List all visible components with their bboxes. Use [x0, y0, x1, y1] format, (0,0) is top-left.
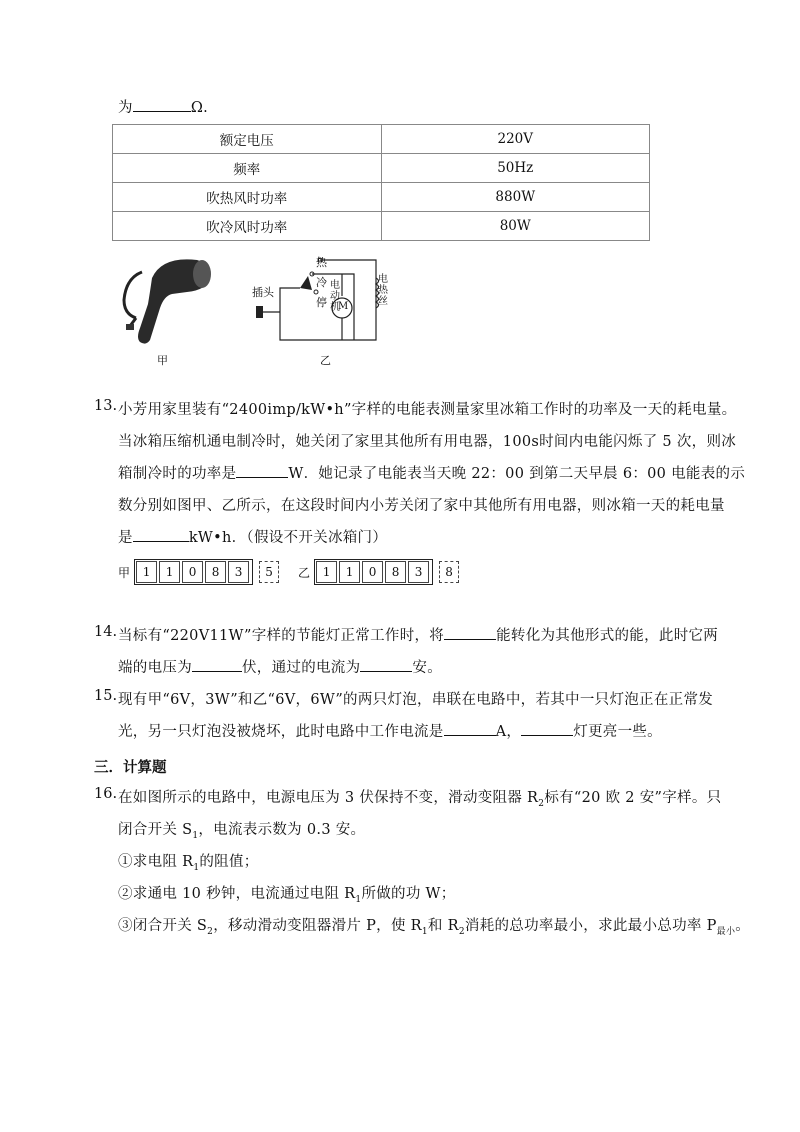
- q16-sub-2: [118, 882, 456, 905]
- meter-digit: 0: [182, 561, 203, 583]
- table-row: [113, 183, 650, 212]
- meter-digits: [134, 559, 253, 585]
- meter-yi: [298, 558, 459, 586]
- meter-digits: [314, 559, 433, 585]
- q15-text: 灯更亮一些。: [573, 724, 662, 740]
- q16-text: 。: [735, 918, 751, 934]
- table-row: [113, 212, 650, 241]
- table-cell-label: 吹冷风时功率: [113, 212, 382, 241]
- subscript: 最小: [716, 926, 736, 937]
- meter-label: 乙: [298, 565, 311, 580]
- q13-line-5: [118, 526, 387, 547]
- q13-text: kW•h．（假设不开关冰箱门）: [188, 530, 388, 546]
- question-number: 14.: [94, 624, 118, 640]
- meter-digit: 3: [228, 561, 249, 583]
- dryer-circuit-figure: [250, 244, 390, 370]
- q16-line-2: [118, 818, 365, 841]
- q16-sub-1: [118, 850, 259, 873]
- subscript: 1: [192, 830, 199, 841]
- meter-digit: 1: [339, 561, 360, 583]
- q16-text: 闭合开关 S: [118, 822, 193, 838]
- meter-decimal-digit: 5: [259, 561, 279, 583]
- meter-digit: 3: [408, 561, 429, 583]
- spec-table: [112, 124, 650, 241]
- meter-digit: 1: [159, 561, 180, 583]
- q14-line-1: [118, 624, 718, 645]
- table-cell-label: 额定电压: [113, 125, 382, 154]
- meter-digit: 1: [136, 561, 157, 583]
- subscript: 1: [355, 894, 362, 905]
- q14-text: 端的电压为: [118, 660, 192, 676]
- q14-text: 能转化为其他形式的能，此时它两: [496, 628, 719, 644]
- meter-digit: 1: [316, 561, 337, 583]
- motor-symbol: M: [338, 301, 349, 312]
- q13-text: 是: [118, 530, 133, 546]
- answer-blank: [444, 721, 496, 736]
- q15-text: A，: [495, 724, 522, 740]
- answer-blank: [360, 657, 412, 672]
- q16-text: ，电流表示数为 0.3 安。: [198, 822, 366, 838]
- q16-text: ，移动滑动变阻器滑片 P，使 R: [213, 918, 422, 934]
- q15-line-2: [118, 720, 662, 741]
- answer-blank: [236, 463, 288, 478]
- q16-text: 的阻值；: [199, 854, 259, 870]
- figure-label-jia: 甲: [157, 354, 168, 367]
- answer-blank: [133, 527, 189, 542]
- plug-label: 插头: [252, 286, 274, 299]
- answer-blank: [192, 657, 242, 672]
- hair-dryer-icon: [112, 248, 222, 348]
- question-number: 15.: [94, 688, 118, 704]
- q15-line-1: 现有甲“6V，3W”和乙“6V，6W”的两只灯泡，串联在电路中，若其中一只灯泡正在正常发: [118, 692, 714, 708]
- intro-unit: Ω.: [190, 100, 209, 116]
- table-cell-value: 220V: [381, 125, 650, 154]
- q14-line-2: [118, 656, 442, 677]
- cold-label: 冷: [316, 276, 327, 289]
- heater-label: 电热丝: [378, 274, 388, 307]
- q16-text: ③闭合开关 S: [118, 918, 208, 934]
- answer-blank: [133, 97, 191, 112]
- subscript: 1: [193, 862, 200, 873]
- q13-text: 箱制冷时的功率是: [118, 466, 237, 482]
- meter-decimal-digit: 8: [439, 561, 459, 583]
- meter-jia: [118, 558, 279, 586]
- q13-line-3: [118, 462, 745, 483]
- q14-text: 当标有“220V11W”字样的节能灯正常工作时，将: [118, 628, 445, 644]
- table-row: [113, 154, 650, 183]
- answer-blank: [444, 625, 496, 640]
- q13-line-1: 小芳用家里装有“2400imp/kW•h”字样的电能表测量家里冰箱工作时的功率及一天的耗电量。: [118, 402, 737, 418]
- stop-label: 停: [316, 296, 327, 309]
- q16-text: 消耗的总功率最小，求此最小总功率 P: [464, 918, 717, 934]
- q16-text: ②求通电 10 秒钟，电流通过电阻 R: [118, 886, 356, 902]
- intro-line: [118, 96, 208, 117]
- q14-text: 伏，通过的电流为: [242, 660, 361, 676]
- q14-text: 安。: [412, 660, 443, 676]
- subscript: 2: [458, 926, 465, 937]
- meter-label: 甲: [118, 565, 131, 580]
- q13-text: W．她记录了电能表当天晚 22：00 到第二天早晨 6：00 电能表的示: [288, 466, 746, 482]
- question-number: 13.: [94, 398, 118, 414]
- question-number: 16.: [94, 786, 118, 802]
- table-cell-value: 880W: [381, 183, 650, 212]
- motor-label: 电动机: [330, 280, 340, 313]
- q16-text: ①求电阻 R: [118, 854, 194, 870]
- q13-line-2: 当冰箱压缩机通电制冷时，她关闭了家里其他所有用电器，100s时间内电能闪烁了 5 次，则冰: [118, 434, 737, 450]
- subscript: 2: [207, 926, 214, 937]
- table-row: [113, 125, 650, 154]
- meter-digit: 8: [385, 561, 406, 583]
- hair-dryer-figure: [112, 248, 222, 370]
- table-cell-label: 频率: [113, 154, 382, 183]
- table-cell-value: 80W: [381, 212, 650, 241]
- subscript: 1: [421, 926, 428, 937]
- intro-text: 为: [118, 100, 133, 116]
- q16-text: 在如图所示的电路中，电源电压为 3 伏保持不变，滑动变阻器 R: [118, 790, 539, 806]
- q13-line-4: 数分别如图甲、乙所示，在这段时间内小芳关闭了家中其他所有用电器，则冰箱一天的耗电量: [118, 498, 725, 514]
- q16-text: 和 R: [427, 918, 459, 934]
- table-cell-value: 50Hz: [381, 154, 650, 183]
- q15-text: 光，另一只灯泡没被烧坏，此时电路中工作电流是: [118, 724, 444, 740]
- figure-label-yi: 乙: [320, 354, 331, 367]
- meter-digit: 0: [362, 561, 383, 583]
- meter-digit: 8: [205, 561, 226, 583]
- q16-text: 所做的功 W；: [361, 886, 456, 902]
- table-cell-label: 吹热风时功率: [113, 183, 382, 212]
- q16-line-1: [118, 786, 721, 809]
- section-heading: 三．计算题: [94, 759, 167, 776]
- answer-blank: [521, 721, 573, 736]
- hot-label: 热: [316, 256, 327, 269]
- subscript: 2: [538, 798, 545, 809]
- q16-text: 标有“20 欧 2 安”字样。只: [544, 790, 722, 806]
- q16-sub-3: [118, 914, 750, 937]
